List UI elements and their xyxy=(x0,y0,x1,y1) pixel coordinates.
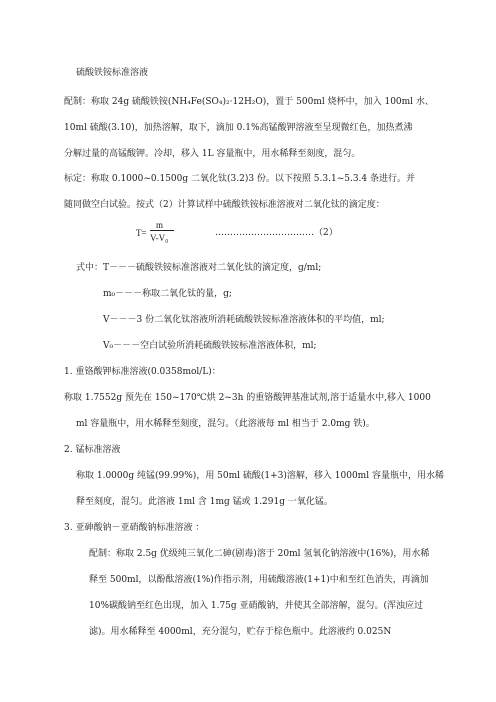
definition-line: m₀－－－称取二氧化钛的量，g; xyxy=(103,289,232,299)
formula-lhs: T= xyxy=(136,228,147,238)
paragraph-line: 随同做空白试验。按式（2）计算试样中硫酸铁铵标准溶液对二氧化钛的滴定度： xyxy=(64,200,385,210)
paragraph-line: 释至 500ml，以酚酞溶液(1%)作指示剂，用硫酸溶液(1+1)中和至红色消失，再滴加 xyxy=(89,575,429,585)
formula-number: ……………………………（2） xyxy=(215,228,338,238)
paragraph-line: 标定：称取 0.1000~0.1500g 二氧化钛(3.2)3 份。以下按照 5.3.1~5.3.4 条进行。并 xyxy=(64,174,415,184)
section-heading: 2. 锰标准溶液 xyxy=(64,445,121,455)
paragraph-line: 称取 1.0000g 纯锰(99.99%)，用 50ml 硫酸(1+3)溶解，移入 1000ml 容量瓶中，用水稀 xyxy=(76,471,444,481)
paragraph-line: 配制：称取 24g 硫酸铁铵(NH₄Fe(SO₄)₂·12H₂O)，置于 500ml 烧杯中，加入 100ml 水、 xyxy=(64,97,434,107)
paragraph-line: 分解过量的高锰酸钾。冷却，移入 1L 容量瓶中，用水稀释至刻度，混匀。 xyxy=(64,149,361,159)
paragraph-line: ml 容量瓶中，用水稀释至刻度，混匀。（此溶液每 ml 相当于 2.0mg 铁)。 xyxy=(76,419,375,429)
definition-line: V－－－3 份二氧化钛溶液所消耗硫酸铁铵标准溶液体积的平均值，ml; xyxy=(103,315,385,325)
formula-numerator: m xyxy=(156,220,164,230)
definition-line: 式中：T－－－硫酸铁铵标准溶液对二氧化钛的滴定度，g/ml; xyxy=(76,263,322,273)
paragraph-line: 10ml 硫酸(3.10)，加热溶解，取下，滴加 0.1%高锰酸钾溶液至呈现微红色，加热煮沸 xyxy=(64,123,413,133)
section-heading: 1. 重铬酸钾标准溶液(0.0358mol/L)： xyxy=(64,367,221,377)
paragraph-line: 10%碳酸钠至红色出现，加入 1.75g 亚硝酸钠，并使其全部溶解，混匀。(浑浊应过 xyxy=(89,601,424,611)
fraction-bar xyxy=(150,230,174,231)
paragraph-line: 滤)。用水稀释至 4000ml，充分混匀，贮存于棕色瓶中。此溶液约 0.025N xyxy=(89,627,392,637)
formula-denominator: V-V₀ xyxy=(150,233,169,243)
paragraph-line: 称取 1.7552g 预先在 150~170℃烘 2~3h 的重铬酸钾基准试剂,溶于适量水中,移入 1000 xyxy=(64,393,431,403)
section-title: 硫酸铁铵标准溶液 xyxy=(76,68,149,78)
paragraph-line: 释至刻度，混匀。此溶液 1ml 含 1mg 锰或 1.291g 一氧化锰。 xyxy=(76,497,333,507)
section-heading: 3. 亚砷酸钠－亚硝酸钠标准溶液 ： xyxy=(64,523,205,533)
definition-line: V₀－－－空白试验所消耗硫酸铁铵标准溶液体积，ml; xyxy=(103,341,317,351)
paragraph-line: 配制：称取 2.5g 优级纯三氧化二砷(剧毒)溶于 20ml 氢氧化钠溶液中(16%)，用水稀 xyxy=(89,549,430,559)
